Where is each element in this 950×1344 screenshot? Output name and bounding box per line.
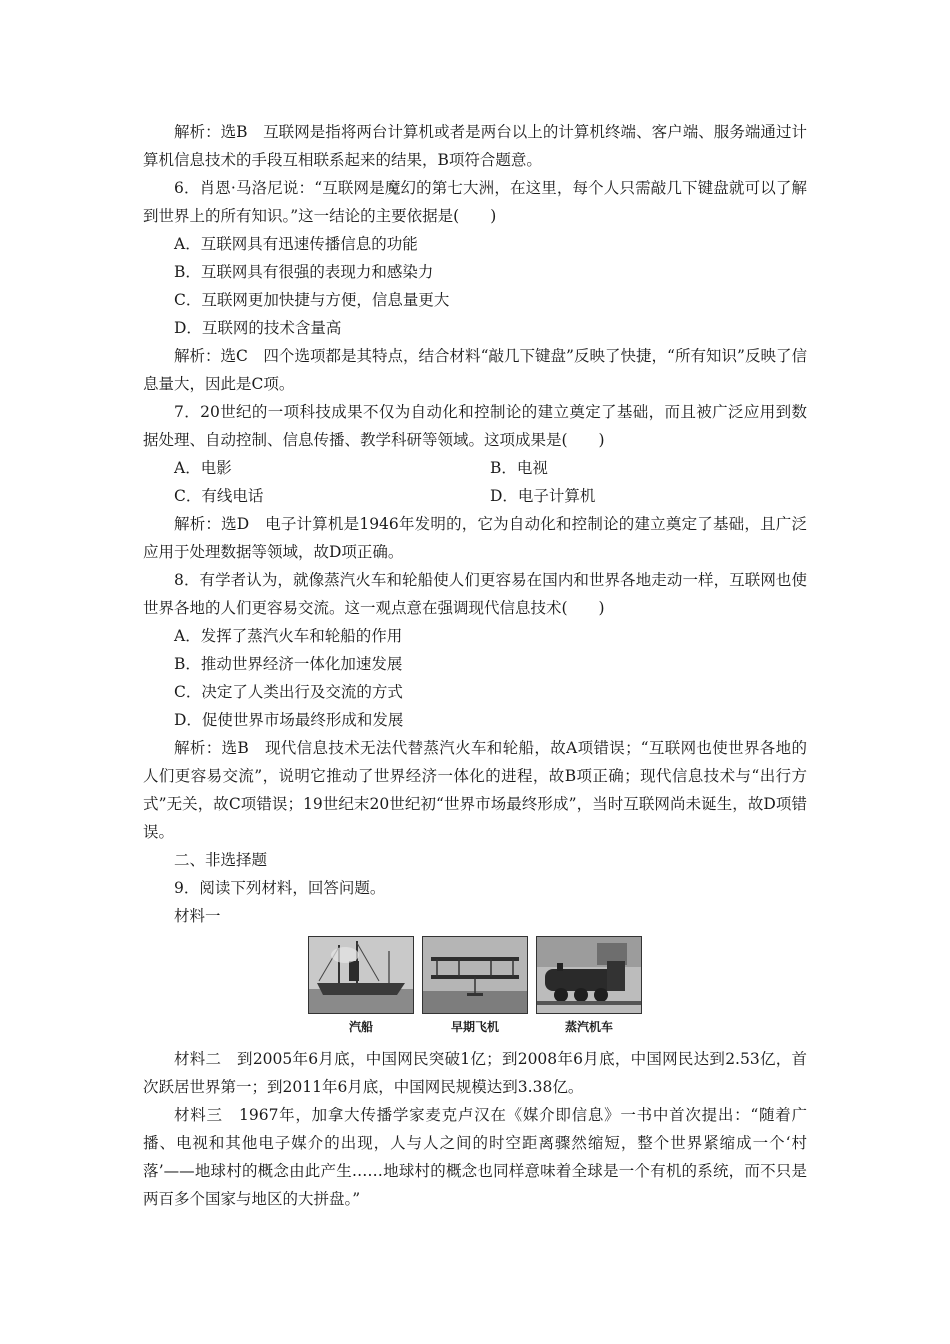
q7-options-row-1: [143, 454, 807, 482]
q7-stem: 7．20世纪的一项科技成果不仅为自动化和控制论的建立奠定了基础，而且被广泛应用到数据处理、自动控制、信息传播、教学科研等领域。这项成果是( ): [143, 403, 807, 449]
q6-option-b: B．互联网具有很强的表现力和感染力: [174, 263, 434, 281]
caption-steamship: 汽船: [348, 1020, 373, 1034]
caption-early-airplane: 早期飞机: [450, 1020, 499, 1034]
material3-text: 材料三 1967年，加拿大传播学家麦克卢汉在《媒介即信息》一书中首次提出：“随着广播、电视和其他电子媒介的出现，人与人之间的时空距离骤然缩短，整个世界紧缩成一个‘村落’——地球村的概念由此产生……地球村的概念也同样意味着全球是一个有机的系统，而不只是两百多个国家与地区的大拼盘。”: [143, 1106, 807, 1208]
q6-option-d: D．互联网的技术含量高: [174, 319, 342, 337]
early-airplane-picture: [422, 936, 528, 1037]
q8-option-d: D．促使世界市场最终形成和发展: [174, 711, 404, 729]
q7-options-row-2: [143, 482, 807, 510]
material1-label: 材料一: [174, 907, 221, 925]
q8-analysis: 解析：选B 现代信息技术无法代替蒸汽火车和轮船，故A项错误；“互联网也使世界各地的人们更容易交流”，说明它推动了世界经济一体化的进程，故B项正确；现代信息技术与“出行方式”无关，故C项错误；19世纪末20世纪初“世界市场最终形成”，当时互联网尚未诞生，故D项错误。: [143, 739, 807, 841]
q6-option-a: A．互联网具有迅速传播信息的功能: [174, 235, 418, 253]
q7-analysis: 解析：选D 电子计算机是1946年发明的，它为自动化和控制论的建立奠定了基础，且广泛应用于处理数据等领域，故D项正确。: [143, 515, 807, 561]
steamship-picture: [308, 936, 414, 1037]
q8-option-b: B．推动世界经济一体化加速发展: [174, 655, 403, 673]
material2-text: 材料二 到2005年6月底，中国网民突破1亿；到2008年6月底，中国网民达到2.53亿，首次跃居世界第一；到2011年6月底，中国网民规模达到3.38亿。: [143, 1050, 807, 1096]
q9-stem: 9．阅读下列材料，回答问题。: [174, 879, 386, 897]
early-airplane-image: [422, 936, 528, 1014]
document-body: [143, 118, 807, 1213]
q6-analysis: 解析：选C 四个选项都是其特点，结合材料“敲几下键盘”反映了快捷，“所有知识”反映了信息量大，因此是C项。: [143, 347, 807, 393]
steam-locomotive-image: [536, 936, 642, 1014]
caption-steam-locomotive: 蒸汽机车: [564, 1020, 613, 1034]
q8-option-c: C．决定了人类出行及交流的方式: [174, 683, 403, 701]
q7-option-a: A．电影: [174, 459, 232, 477]
steamship-image: [308, 936, 414, 1014]
q7-option-c: C．有线电话: [174, 487, 264, 505]
q8-option-a: A．发挥了蒸汽火车和轮船的作用: [174, 627, 403, 645]
material1-figure: [143, 936, 807, 1037]
q6-stem: 6．肖恩·马洛尼说：“互联网是魔幻的第七大洲，在这里，每个人只需敲几下键盘就可以了解到世界上的所有知识。”这一结论的主要依据是( ): [143, 179, 807, 225]
steam-locomotive-picture: [536, 936, 642, 1037]
q5-analysis: 解析：选B 互联网是指将两台计算机或者是两台以上的计算机终端、客户端、服务端通过计算机信息技术的手段互相联系起来的结果，B项符合题意。: [143, 123, 807, 169]
q7-option-d: D．电子计算机: [490, 487, 596, 505]
q7-option-b: B．电视: [490, 459, 548, 477]
section-heading: 二、非选择题: [174, 851, 268, 869]
q8-stem: 8．有学者认为，就像蒸汽火车和轮船使人们更容易在国内和世界各地走动一样，互联网也使世界各地的人们更容易交流。这一观点意在强调现代信息技术( ): [143, 571, 807, 617]
q6-option-c: C．互联网更加快捷与方便，信息量更大: [174, 291, 450, 309]
